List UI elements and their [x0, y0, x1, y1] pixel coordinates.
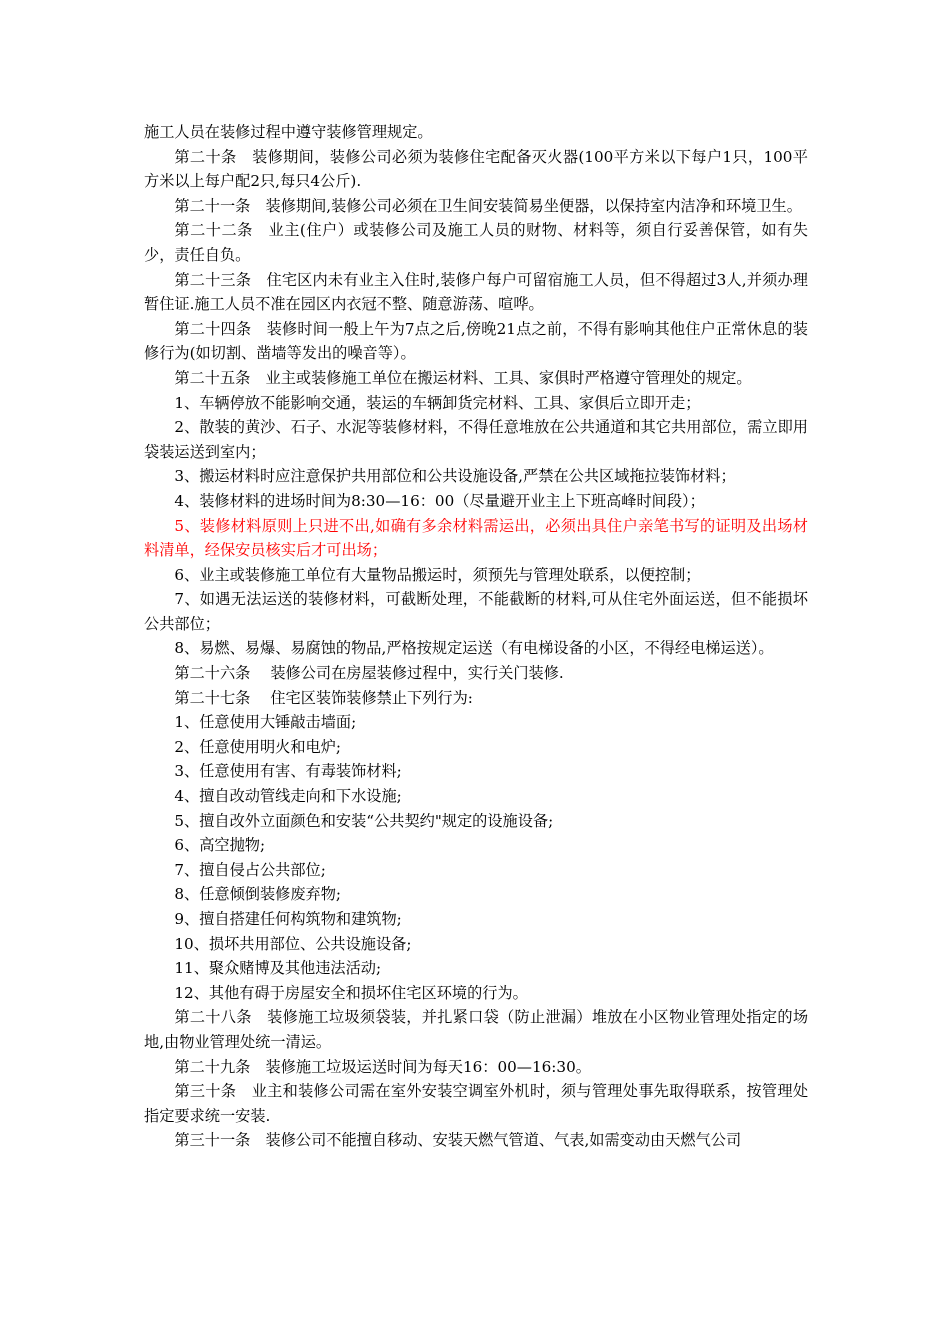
article-26: 第二十六条 装修公司在房屋装修过程中，实行关门装修.	[174, 664, 564, 683]
article-25-item-4: 4、装修材料的进场时间为8:30—16：00（尽量避开业主上下班高峰时间段）；	[174, 491, 705, 510]
article-27-item-3: 3、任意使用有害、有毒装饰材料;	[174, 762, 402, 781]
article-22: 第二十二条 业主(住户）或装修公司及施工人员的财物、材料等，须自行妥善保管，如有失少，责任自负。	[144, 221, 808, 264]
article-27-item-2: 2、任意使用明火和电炉;	[174, 737, 342, 756]
article-24: 第二十四条 装修时间一般上午为7点之后,傍晚21点之前，不得有影响其他住户正常休息的装修行为(如切割、凿墙等发出的噪音等）。	[144, 319, 808, 363]
article-25: 第二十五条 业主或装修施工单位在搬运材料、工具、家俱时严格遵守管理处的规定。	[174, 368, 752, 387]
article-31: 第三十一条 装修公司不能擅自移动、安装天燃气管道、气表,如需变动由天燃气公司	[174, 1131, 742, 1150]
article-29: 第二十九条 装修施工垃圾运送时间为每天16：00—16:30。	[174, 1057, 591, 1076]
document-page	[144, 120, 808, 1153]
article-25-item-5-highlight: 5、装修材料原则上只进不出,如确有多余材料需运出，必须出具住户亲笔书写的证明及出场材料清单，经保安员核实后才可出场；	[144, 516, 808, 560]
paragraph-intro: 施工人员在装修过程中遵守装修管理规定。	[144, 123, 433, 141]
article-28: 第二十八条 装修施工垃圾须袋装，并扎紧口袋（防止泄漏）堆放在小区物业管理处指定的场地,由物业管理处统一清运。	[144, 1008, 808, 1051]
article-25-item-7: 7、如遇无法运送的装修材料，可截断处理，不能截断的材料,可从住宅外面运送，但不能损坏公共部位；	[144, 590, 808, 633]
article-27-item-11: 11、聚众赌博及其他违法活动;	[174, 959, 382, 978]
article-23: 第二十三条 住宅区内未有业主入住时,装修户每户可留宿施工人员，但不得超过3人,并须办理暂住证.施工人员不准在园区内衣冠不整、随意游荡、喧哗。	[144, 270, 808, 314]
article-25-item-2: 2、散装的黄沙、石子、水泥等装修材料，不得任意堆放在公共通道和其它共用部位，需立即用袋装运送到室内；	[144, 418, 808, 461]
article-27-item-9: 9、擅自搭建任何构筑物和建筑物;	[174, 910, 402, 928]
article-25-item-6: 6、业主或装修施工单位有大量物品搬运时，须预先与管理处联系，以便控制；	[174, 565, 701, 584]
article-27-item-8: 8、任意倾倒装修废弃物;	[174, 885, 342, 904]
article-27-item-12: 12、其他有碍于房屋安全和损坏住宅区环境的行为。	[174, 983, 528, 1002]
article-25-item-8: 8、易燃、易爆、易腐蚀的物品,严格按规定运送（有电梯设备的小区，不得经电梯运送）。	[174, 639, 774, 658]
article-20: 第二十条 装修期间，装修公司必须为装修住宅配备灭火器(100平方米以下每户1只，100平方米以上每户配2只,每只4公斤).	[144, 147, 808, 191]
article-27-item-5: 5、擅自改外立面颜色和安装“公共契约"规定的设施设备;	[174, 811, 554, 830]
article-25-item-1: 1、车辆停放不能影响交通，装运的车辆卸货完材料、工具、家俱后立即开走；	[174, 393, 701, 412]
article-27-item-4: 4、擅自改动管线走向和下水设施;	[174, 787, 402, 806]
article-27-item-10: 10、损坏共用部位、公共设施设备;	[174, 934, 412, 953]
article-21: 第二十一条 装修期间,装修公司必须在卫生间安装简易坐便器，以保持室内洁净和环境卫生。	[174, 196, 802, 215]
article-25-item-3: 3、搬运材料时应注意保护共用部位和公共设施设备,严禁在公共区域拖拉装饰材料；	[174, 467, 736, 486]
article-27-item-1: 1、任意使用大锤敲击墙面;	[174, 713, 357, 732]
article-27-item-7: 7、擅自侵占公共部位;	[174, 860, 326, 879]
article-30: 第三十条 业主和装修公司需在室外安装空调室外机时，须与管理处事先取得联系，按管理处指定要求统一安装.	[144, 1082, 808, 1125]
article-27: 第二十七条 住宅区装饰装修禁止下列行为:	[174, 688, 473, 707]
article-27-item-6: 6、高空抛物;	[174, 836, 266, 855]
